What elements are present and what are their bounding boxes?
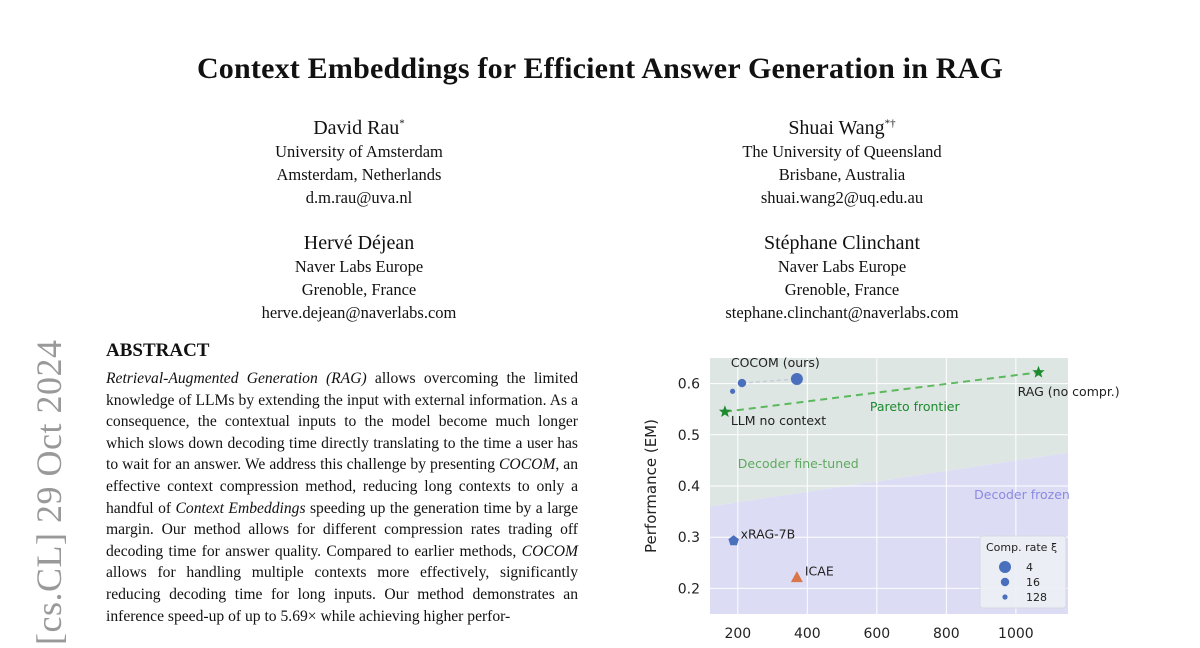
- author-name: Hervé Déjean: [303, 232, 415, 254]
- y-tick-label: 0.5: [677, 427, 700, 444]
- abstract-span: , an effective context compression method, reducing long contexts to only a handful of: [106, 456, 578, 517]
- cocom-point: [730, 389, 735, 394]
- legend-entry: 16: [1026, 576, 1040, 589]
- author-location: Grenoble, France: [784, 280, 900, 299]
- legend-marker: [999, 561, 1011, 573]
- legend-title: Comp. rate ξ: [986, 541, 1058, 554]
- legend-entry: 4: [1026, 561, 1033, 574]
- author-location: Brisbane, Australia: [778, 165, 906, 184]
- point-label: RAG (no compr.): [1017, 383, 1120, 399]
- cocom-point: [738, 379, 746, 387]
- point-label: xRAG-7B: [740, 526, 796, 542]
- abstract-text: [106, 368, 578, 627]
- y-tick-label: 0.4: [677, 479, 700, 495]
- cocom-point: [791, 373, 803, 385]
- author-affiliation: University of Amsterdam: [275, 142, 443, 161]
- abstract-span: speeding up the generation time by a large margin. Our method allows for different compression rates trading off decoding time for answer quality. Compared to earlier methods,: [106, 499, 579, 560]
- abstract-span: allows overcoming the limited knowledge of LLMs by extending the input with external information. As a consequence, the contextual inputs to the model become much longer which slows down decoding time directly translating to the time a user has to wait for an answer. We address this challenge by presenting: [106, 370, 578, 474]
- author-affiliation: The University of Queensland: [742, 142, 942, 161]
- abstract-italic: Retrieval-Augmented Generation (RAG): [106, 370, 367, 387]
- abstract-italic: COCOM: [499, 456, 556, 474]
- arxiv-side-label: [cs.CL] 29 Oct 2024: [29, 339, 69, 645]
- legend-marker: [1001, 578, 1009, 586]
- author-name: David Rau*: [313, 117, 405, 139]
- author-block: [159, 116, 559, 209]
- author-block: [159, 231, 559, 324]
- paper-title: Context Embeddings for Efficient Answer Generation in RAG: [196, 52, 1004, 85]
- x-tick-label: 600: [863, 626, 891, 642]
- author-email[interactable]: herve.dejean@naverlabs.com: [261, 303, 457, 322]
- x-tick-label: 1000: [998, 626, 1034, 642]
- author-email[interactable]: shuai.wang2@uq.edu.au: [760, 188, 924, 207]
- abstract-heading: ABSTRACT: [106, 340, 210, 361]
- author-block: [642, 231, 1042, 324]
- y-axis-label: Performance (EM): [642, 419, 660, 553]
- author-affiliation: Naver Labs Europe: [294, 257, 424, 276]
- author-location: Amsterdam, Netherlands: [276, 165, 442, 184]
- abstract-italic: Context Embeddings: [175, 499, 306, 517]
- legend-entry: 128: [1026, 591, 1047, 604]
- author-location: Grenoble, France: [301, 280, 417, 299]
- author-name: Shuai Wang*†: [788, 117, 896, 139]
- x-tick-label: 800: [932, 626, 960, 642]
- author-mark: *†: [884, 117, 896, 130]
- x-tick-label: 200: [724, 626, 752, 642]
- point-label: LLM no context: [730, 413, 827, 429]
- legend-marker: [1002, 594, 1007, 599]
- author-block: [642, 116, 1042, 209]
- y-tick-label: 0.2: [677, 581, 700, 598]
- point-label: COCOM (ours): [730, 355, 820, 371]
- abstract-italic: COCOM: [521, 542, 578, 560]
- author-email[interactable]: stephane.clinchant@naverlabs.com: [725, 303, 959, 322]
- point-label: Pareto frontier: [869, 399, 960, 415]
- y-tick-label: 0.3: [677, 530, 700, 547]
- region-label: Decoder frozen: [974, 486, 1070, 502]
- abstract-span: allows for handling multiple contexts more effectively, significantly reducing decoding time for long inputs. Our method demonstrates an inference speed-up of up to 5.69× while achieving higher perfor-: [106, 564, 578, 625]
- y-tick-label: 0.6: [677, 376, 700, 393]
- performance-chart: [630, 348, 1120, 648]
- x-tick-label: 400: [793, 626, 821, 642]
- region-label: Decoder fine-tuned: [737, 456, 859, 472]
- author-mark: *: [399, 117, 405, 130]
- author-name: Stéphane Clinchant: [763, 232, 921, 254]
- author-email[interactable]: d.m.rau@uva.nl: [305, 188, 413, 207]
- point-label: ICAE: [804, 563, 834, 579]
- author-affiliation: Naver Labs Europe: [777, 257, 907, 276]
